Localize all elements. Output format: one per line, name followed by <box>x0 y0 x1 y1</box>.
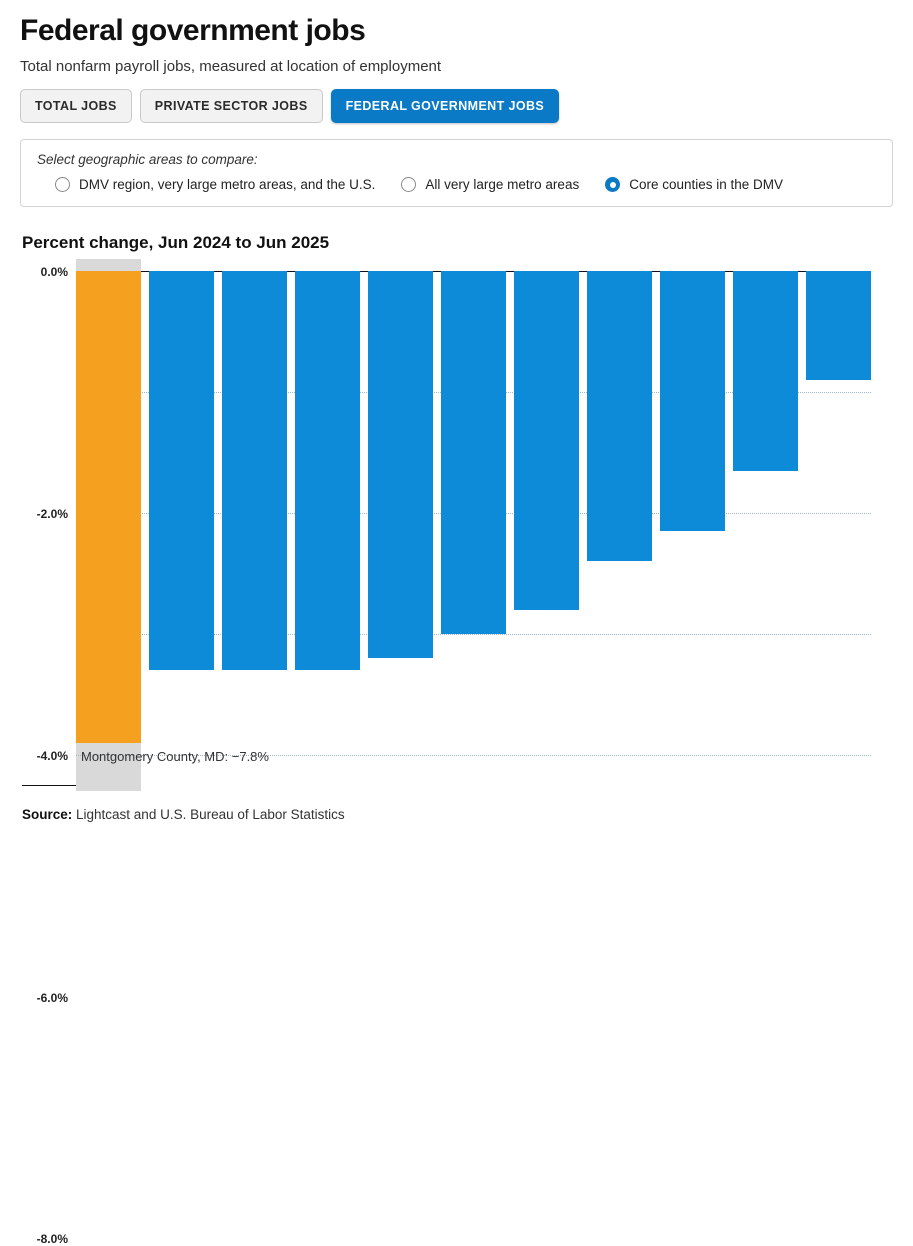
tab-private-sector-jobs[interactable]: PRIVATE SECTOR JOBS <box>140 89 323 123</box>
chart-title: Percent change, Jun 2024 to Jun 2025 <box>22 233 330 252</box>
radio-option-all-very-large-metros[interactable] <box>401 177 579 192</box>
source-label: Source: <box>22 807 73 822</box>
bar[interactable] <box>222 271 287 670</box>
radio-option-label: Core counties in the DMV <box>629 177 784 192</box>
bar[interactable] <box>514 271 579 610</box>
bar[interactable] <box>660 271 725 531</box>
axis-baseline <box>22 785 76 786</box>
geography-radio-group <box>37 177 876 192</box>
source-note <box>20 807 893 822</box>
radio-option-label: All very large metro areas <box>425 177 580 192</box>
bar[interactable] <box>76 271 141 743</box>
radio-icon[interactable] <box>401 177 416 192</box>
source-text: Lightcast and U.S. Bureau of Labor Statistics <box>72 807 345 822</box>
radio-option-label: DMV region, very large metro areas, and the U.S. <box>79 177 376 192</box>
bar[interactable] <box>587 271 652 561</box>
tab-federal-government-jobs[interactable]: FEDERAL GOVERNMENT JOBS <box>331 89 560 123</box>
y-axis-tick-label: 0.0% <box>40 265 68 279</box>
bar[interactable] <box>733 271 798 471</box>
y-axis-tick-label: -2.0% <box>36 506 68 521</box>
y-axis-tick-label: -4.0% <box>36 748 68 763</box>
bar[interactable] <box>149 271 214 670</box>
y-axis-tick-label: -6.0% <box>36 990 68 1005</box>
tab-total-jobs[interactable]: TOTAL JOBS <box>20 89 132 123</box>
bar[interactable] <box>441 271 506 634</box>
radio-icon-selected[interactable] <box>605 177 620 192</box>
bar[interactable] <box>295 271 360 670</box>
chart-bars <box>76 271 871 791</box>
radio-icon[interactable] <box>55 177 70 192</box>
geography-selector <box>20 139 893 207</box>
geography-selector-label: Select geographic areas to compare: <box>37 152 258 167</box>
radio-option-core-counties-dmv[interactable] <box>605 177 783 192</box>
tab-bar <box>20 89 893 123</box>
bar[interactable] <box>368 271 433 658</box>
page-subtitle: Total nonfarm payroll jobs, measured at location of employment <box>20 58 442 75</box>
y-axis-tick-label: -8.0% <box>36 1232 68 1246</box>
bar[interactable] <box>806 271 871 380</box>
radio-option-dmv-metros-us[interactable] <box>55 177 375 192</box>
page-title: Federal government jobs <box>20 14 366 47</box>
bar-annotation-label: Montgomery County, MD: −7.8% <box>81 748 269 764</box>
